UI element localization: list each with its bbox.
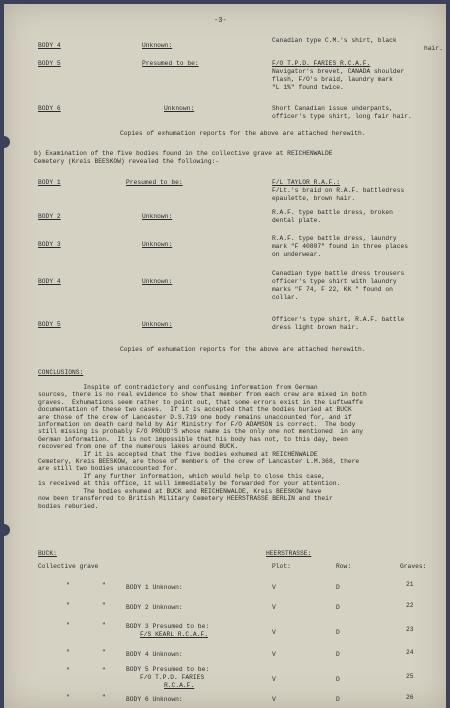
- grave-body: BODY 5 Presumed to be:: [126, 666, 210, 673]
- grave-body: BODY 1 Unknown:: [126, 584, 183, 591]
- document-page: [4, 4, 446, 708]
- grave-row: D: [336, 676, 340, 683]
- body-desc: Officer's type shirt, R.A.F. battle: [272, 316, 405, 323]
- body-desc: Short Canadian issue underpants,: [272, 105, 393, 112]
- heerstrasse-heading: HEERSTRASSE:: [266, 550, 312, 557]
- conclusion-line: are still two bodies unaccounted for.: [38, 465, 178, 473]
- grave-plot: V: [272, 604, 276, 611]
- conclusion-line: documentation of these two cases. If it is accepted that the bodies buried at BUCK: [38, 406, 352, 414]
- ditto-mark: ": [66, 694, 70, 701]
- grave-row: D: [336, 604, 340, 611]
- grave-plot: V: [272, 676, 276, 683]
- ditto-mark: ": [102, 694, 106, 701]
- body-desc: dental plate.: [272, 217, 322, 224]
- col-plot: Plot:: [272, 563, 291, 570]
- conclusion-line: Inspite of contradictory and confusing information from German: [38, 384, 318, 391]
- body-label: BODY 5: [38, 321, 61, 328]
- body-label: BODY 5: [38, 60, 61, 67]
- body-desc: officer's type shirt, long fair hair.: [272, 113, 412, 120]
- body-label: BODY 2: [38, 213, 61, 220]
- grave-row: D: [336, 696, 340, 703]
- body-identity: F/O T.P.D. FARIES R.C.A.F.: [272, 60, 371, 67]
- grave-plot: V: [272, 651, 276, 658]
- body-label: BODY 6: [38, 105, 61, 112]
- grave-number: 25: [406, 673, 414, 680]
- grave-row: D: [336, 584, 340, 591]
- col-graves: Graves:: [400, 563, 427, 570]
- grave-plot: V: [272, 629, 276, 636]
- body-status: Unknown:: [142, 278, 173, 285]
- ditto-mark: ": [102, 667, 106, 674]
- conclusion-line: graves. Exhumations seem rather to point out, that some errors exist in the Luftwaffe: [38, 398, 363, 406]
- body-label: BODY 1: [38, 179, 61, 186]
- conclusions-text: [38, 384, 367, 510]
- conclusion-line: now been transferred to British Military Cemetery HEERSTRASSE BERLIN and their: [38, 495, 333, 503]
- ditto-mark: ": [102, 602, 106, 609]
- ditto-mark: ": [66, 582, 70, 589]
- body-status: Presumed to be:: [126, 179, 183, 186]
- copies-note: Copies of exhumation reports for the above are attached herewith.: [120, 346, 366, 353]
- punch-hole: [4, 524, 10, 536]
- body-desc: collar.: [272, 294, 299, 301]
- grave-number: 23: [406, 626, 414, 633]
- grave-plot: V: [272, 584, 276, 591]
- conclusion-line: recovered from one of the numerous lakes around BUCK.: [38, 443, 239, 451]
- conclusion-line: is received at this office, it will immediately be forwarded for your attention.: [38, 480, 341, 488]
- ditto-mark: ": [102, 622, 106, 629]
- body-desc: R.A.F. type battle dress, broken: [272, 209, 393, 216]
- col-row: Row:: [336, 563, 352, 570]
- body-status: Presumed to be:: [142, 60, 199, 67]
- body-desc: Canadian type C.M.'s shirt, black: [272, 37, 397, 44]
- body-status: Unknown:: [142, 241, 173, 248]
- conclusion-line: If any further information, which would help to close this case,: [38, 472, 326, 480]
- grave-number: 22: [406, 602, 414, 609]
- conclusion-line: are those of the crew of Lancaster D.S.719 one body remains unaccounted for, and if: [38, 413, 352, 421]
- page-number: -3-: [214, 17, 227, 25]
- body-desc: Navigator's brevet, CANADA shoulder: [272, 68, 405, 75]
- grave-body: BODY 6 Unknown:: [126, 696, 183, 703]
- section-intro: Cemetery (Kreis BEESKOW) revealed the following:-: [34, 158, 220, 165]
- body-label: BODY 3: [38, 241, 61, 248]
- body-desc: flash, F/O's braid, laundry mark: [272, 76, 393, 83]
- grave-body-identity: F/O T.P.D. FARIES: [140, 674, 205, 681]
- body-desc: Canadian type battle dress trousers: [272, 270, 405, 277]
- body-status: Unknown:: [142, 213, 173, 220]
- grave-row: D: [336, 629, 340, 636]
- body-desc: R.A.F. type battle dress, laundry: [272, 235, 397, 242]
- grave-body: BODY 4 Unknown:: [126, 651, 183, 658]
- conclusion-line: The bodies exhumed at BUCK and REICHENWALDE, Kreis BEESKOW have: [38, 487, 322, 495]
- body-status: Unknown:: [164, 105, 195, 112]
- body-status: Unknown:: [142, 321, 173, 328]
- collective-grave-label: Collective grave: [38, 563, 99, 570]
- body-desc: epaulette, brown hair.: [272, 195, 356, 202]
- ditto-mark: ": [102, 582, 106, 589]
- conclusion-line: German information. It is not impossible that his body has not, to this day, been: [38, 435, 348, 443]
- body-desc: F/Lt.'s braid on R.A.F. battledress: [272, 187, 405, 194]
- grave-number: 21: [406, 581, 414, 588]
- body-desc: on underwear.: [272, 251, 322, 258]
- body-identity: F/L TAYLOR R.A.F.:: [272, 179, 341, 186]
- grave-body: BODY 3 Presumed to be:: [126, 623, 210, 630]
- conclusion-line: still missing is probably F/O PROUD'S whose name is the only one not mentioned in any: [38, 428, 363, 436]
- ditto-mark: ": [66, 602, 70, 609]
- conclusion-line: information on death card held by Air Ministry for F/O ADAMSON is correct. The body: [38, 421, 356, 429]
- ditto-mark: ": [66, 622, 70, 629]
- conclusion-line: Cemetery, Kreis BEESKOW, are those of members of the crew of Lancaster L.M.368, there: [38, 458, 360, 466]
- ditto-mark: ": [102, 649, 106, 656]
- section-intro: b) Examination of the five bodies found in the collective grave at REICHENWALDE: [34, 150, 333, 157]
- grave-body-identity: R.C.A.F.: [164, 682, 195, 689]
- body-desc: marks "F 74, F 22, KK " found on: [272, 286, 393, 293]
- body-label: BODY 4: [38, 278, 61, 285]
- body-desc: "L 1%" found twice.: [272, 84, 344, 91]
- conclusion-line: bodies reburied.: [38, 502, 99, 510]
- body-desc: hair.: [424, 45, 443, 52]
- body-desc: officer's type shirt with laundry: [272, 278, 397, 285]
- ditto-mark: ": [66, 649, 70, 656]
- body-desc: mark "F 40807" found in three places: [272, 243, 409, 250]
- buck-heading: BUCK:: [38, 550, 57, 557]
- grave-body-identity: F/S KEARL R.C.A.F.: [140, 631, 209, 638]
- conclusions-heading: CONCLUSIONS:: [38, 369, 84, 376]
- conclusion-line: If it is accepted that the five bodies exhumed at REICHENWALDE: [38, 450, 318, 458]
- ditto-mark: ": [66, 667, 70, 674]
- conclusion-line: sources, there is no real evidence to show that member from each crew are mixed in both: [38, 391, 367, 399]
- grave-row: D: [336, 651, 340, 658]
- punch-hole: [4, 136, 10, 148]
- grave-plot: V: [272, 696, 276, 703]
- grave-number: 24: [406, 649, 414, 656]
- copies-note: Copies of exhumation reports for the above are attached herewith.: [120, 130, 366, 137]
- body-label: BODY 4: [38, 42, 61, 49]
- grave-body: BODY 2 Unknown:: [126, 604, 183, 611]
- grave-number: 26: [406, 694, 414, 701]
- body-desc: dress light brown hair.: [272, 324, 359, 331]
- body-status: Unknown:: [142, 42, 173, 49]
